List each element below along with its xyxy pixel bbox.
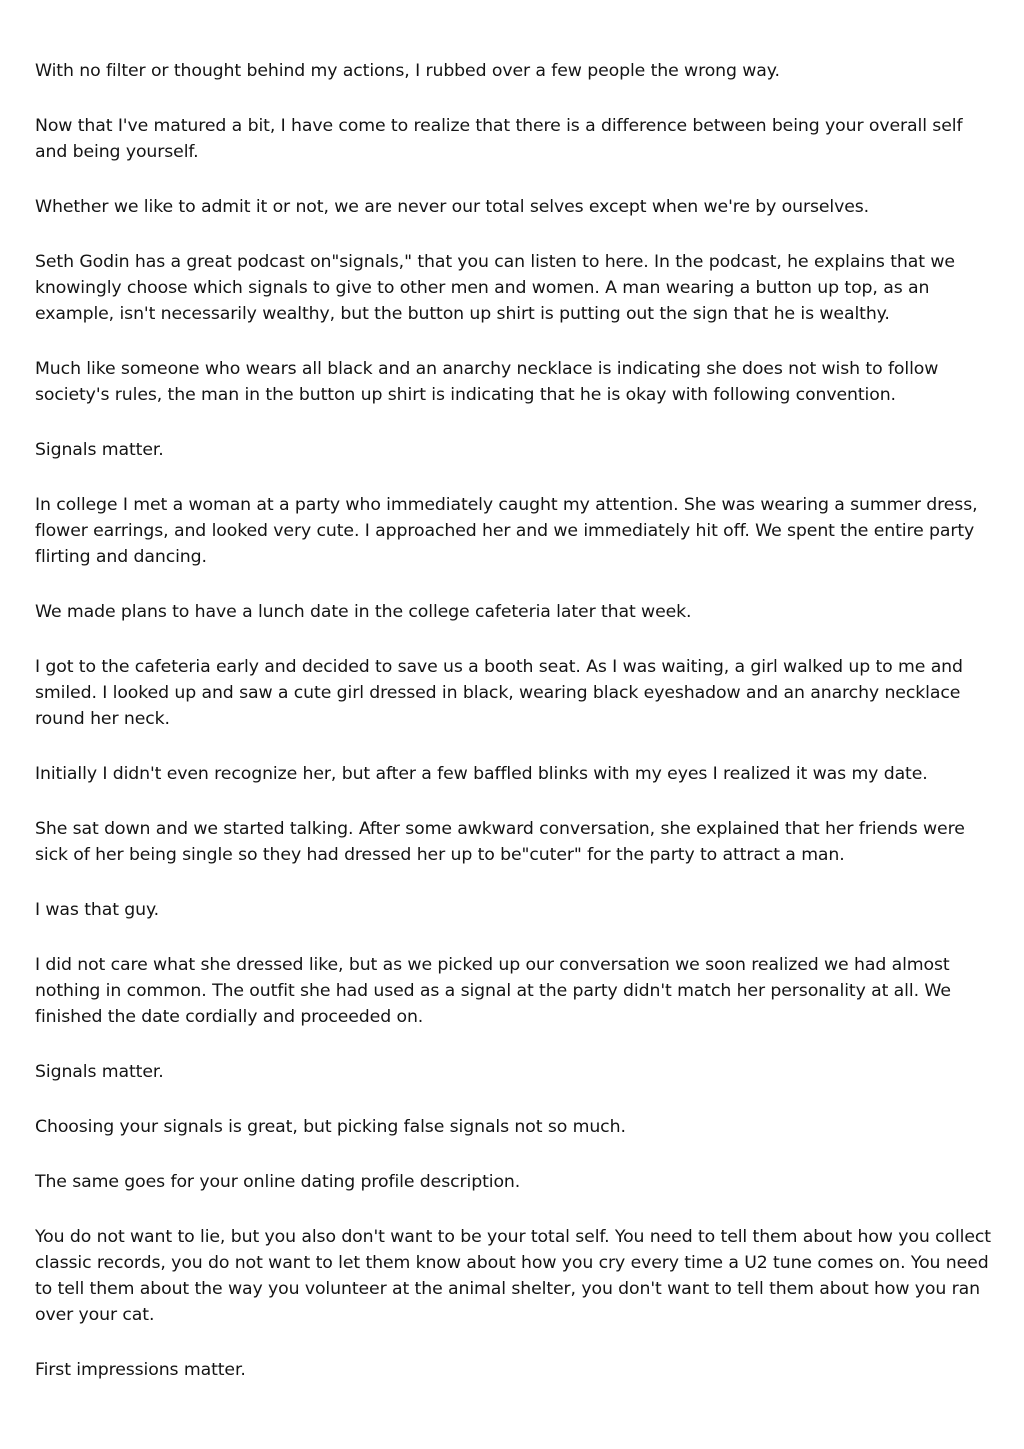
paragraph: We made plans to have a lunch date in the college cafeteria later that week.: [35, 602, 692, 622]
paragraph: First impressions matter.: [35, 1360, 246, 1380]
paragraph: Seth Godin has a great podcast on"signals," that you can listen to here. In the podcast, he explains that we knowingly choose which signals to give to other men and women. A man wearing a button up top, as an example, isn't necessarily wealthy, but the button up shirt is putting out the sign that he is wealthy.: [35, 252, 955, 324]
paragraph: Whether we like to admit it or not, we are never our total selves except when we're by ourselves.: [35, 197, 870, 217]
paragraph: Much like someone who wears all black and an anarchy necklace is indicating she does not wish to follow society's rules, the man in the button up shirt is indicating that he is okay with following convention.: [35, 359, 939, 405]
paragraph: Initially I didn't even recognize her, but after a few baffled blinks with my eyes I realized it was my date.: [35, 764, 928, 784]
paragraph: She sat down and we started talking. After some awkward conversation, she explained that her friends were sick of her being single so they had dressed her up to be"cuter" for the party to attract a man.: [35, 819, 965, 865]
paragraph: With no filter or thought behind my actions, I rubbed over a few people the wrong way.: [35, 61, 780, 81]
document-body: [35, 58, 995, 1412]
paragraph: In college I met a woman at a party who immediately caught my attention. She was wearing a summer dress, flower earrings, and looked very cute. I approached her and we immediately hit off. We spent the entire party flirting and dancing.: [35, 495, 978, 567]
paragraph: You do not want to lie, but you also don't want to be your total self. You need to tell them about how you collect classic records, you do not want to let them know about how you cry every time a U2 tune comes on. You need to tell them about the way you volunteer at the animal shelter, you don't want to tell them about how you ran over your cat.: [35, 1227, 991, 1325]
paragraph: Now that I've matured a bit, I have come to realize that there is a difference between being your overall self and being yourself.: [35, 116, 963, 162]
paragraph: I was that guy.: [35, 900, 160, 920]
paragraph: I did not care what she dressed like, but as we picked up our conversation we soon realized we had almost nothing in common. The outfit she had used as a signal at the party didn't match her personality at all. We finished the date cordially and proceeded on.: [35, 955, 951, 1027]
paragraph: Signals matter.: [35, 1062, 164, 1082]
paragraph: Signals matter.: [35, 440, 164, 460]
paragraph: I got to the cafeteria early and decided to save us a booth seat. As I was waiting, a girl walked up to me and smiled. I looked up and saw a cute girl dressed in black, wearing black eyeshadow and an anarchy necklace round her neck.: [35, 657, 963, 729]
paragraph: Choosing your signals is great, but picking false signals not so much.: [35, 1117, 626, 1137]
paragraph: The same goes for your online dating profile description.: [35, 1172, 521, 1192]
